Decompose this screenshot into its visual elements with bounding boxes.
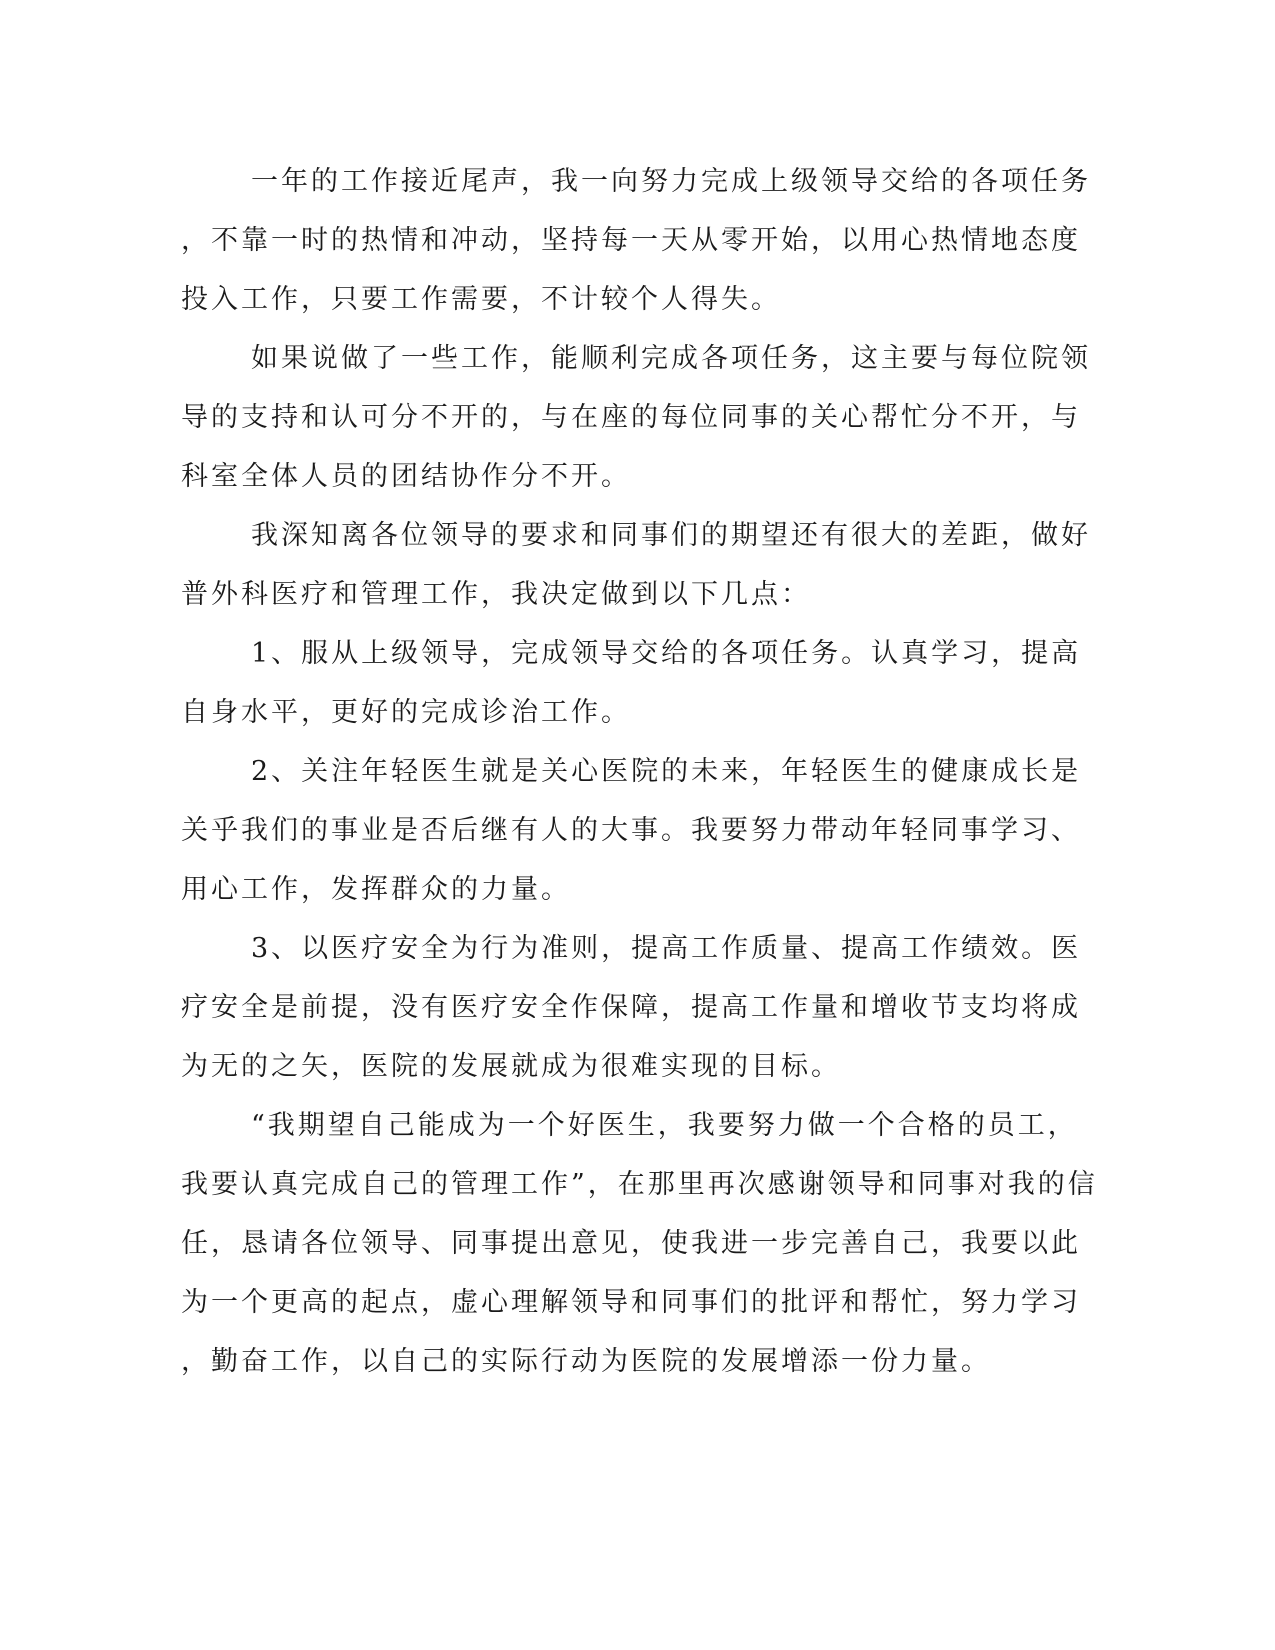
list-item-1-line-1: 1、服从上级领导，完成领导交给的各项任务。认真学习，提高	[251, 638, 1082, 669]
list-item-1-line-2: 自身水平，更好的完成诊治工作。	[181, 697, 631, 728]
paragraph-2-line-3: 科室全体人员的团结协作分不开。	[181, 461, 631, 492]
list-item-2-line-2: 关乎我们的事业是否后继有人的大事。我要努力带动年轻同事学习、	[181, 815, 1081, 846]
paragraph-1-line-2: ，不靠一时的热情和冲动，坚持每一天从零开始，以用心热情地态度	[181, 225, 1081, 256]
paragraph-1-line-1: 一年的工作接近尾声，我一向努力完成上级领导交给的各项任务	[251, 166, 1091, 197]
document-body	[181, 152, 1098, 1391]
list-item-3-line-1: 3、以医疗安全为行为准则，提高工作质量、提高工作绩效。医	[251, 933, 1082, 964]
closing-paragraph-line-4: 为一个更高的起点，虚心理解领导和同事们的批评和帮忙，努力学习	[181, 1287, 1081, 1318]
list-item-3-line-2: 疗安全是前提，没有医疗安全作保障，提高工作量和增收节支均将成	[181, 992, 1081, 1023]
paragraph-3-line-1: 我深知离各位领导的要求和同事们的期望还有很大的差距，做好	[251, 520, 1091, 551]
list-item-3-line-3: 为无的之矢，医院的发展就成为很难实现的目标。	[181, 1051, 841, 1082]
paragraph-3-line-2: 普外科医疗和管理工作，我决定做到以下几点：	[181, 579, 811, 610]
list-item-2-line-1: 2、关注年轻医生就是关心医院的未来，年轻医生的健康成长是	[251, 756, 1082, 787]
closing-paragraph-line-3: 任，恳请各位领导、同事提出意见，使我进一步完善自己，我要以此	[181, 1228, 1081, 1259]
list-item-2-line-3: 用心工作，发挥群众的力量。	[181, 874, 571, 905]
closing-paragraph-line-2: 我要认真完成自己的管理工作”，在那里再次感谢领导和同事对我的信	[181, 1169, 1098, 1200]
paragraph-2-line-1: 如果说做了一些工作，能顺利完成各项任务，这主要与每位院领	[251, 343, 1091, 374]
closing-paragraph-line-5: ，勤奋工作，以自己的实际行动为医院的发展增添一份力量。	[181, 1346, 991, 1377]
closing-paragraph-line-1: “我期望自己能成为一个好医生，我要努力做一个合格的员工，	[251, 1110, 1078, 1141]
paragraph-2-line-2: 导的支持和认可分不开的，与在座的每位同事的关心帮忙分不开，与	[181, 402, 1081, 433]
paragraph-1-line-3: 投入工作，只要工作需要，不计较个人得失。	[181, 284, 781, 315]
